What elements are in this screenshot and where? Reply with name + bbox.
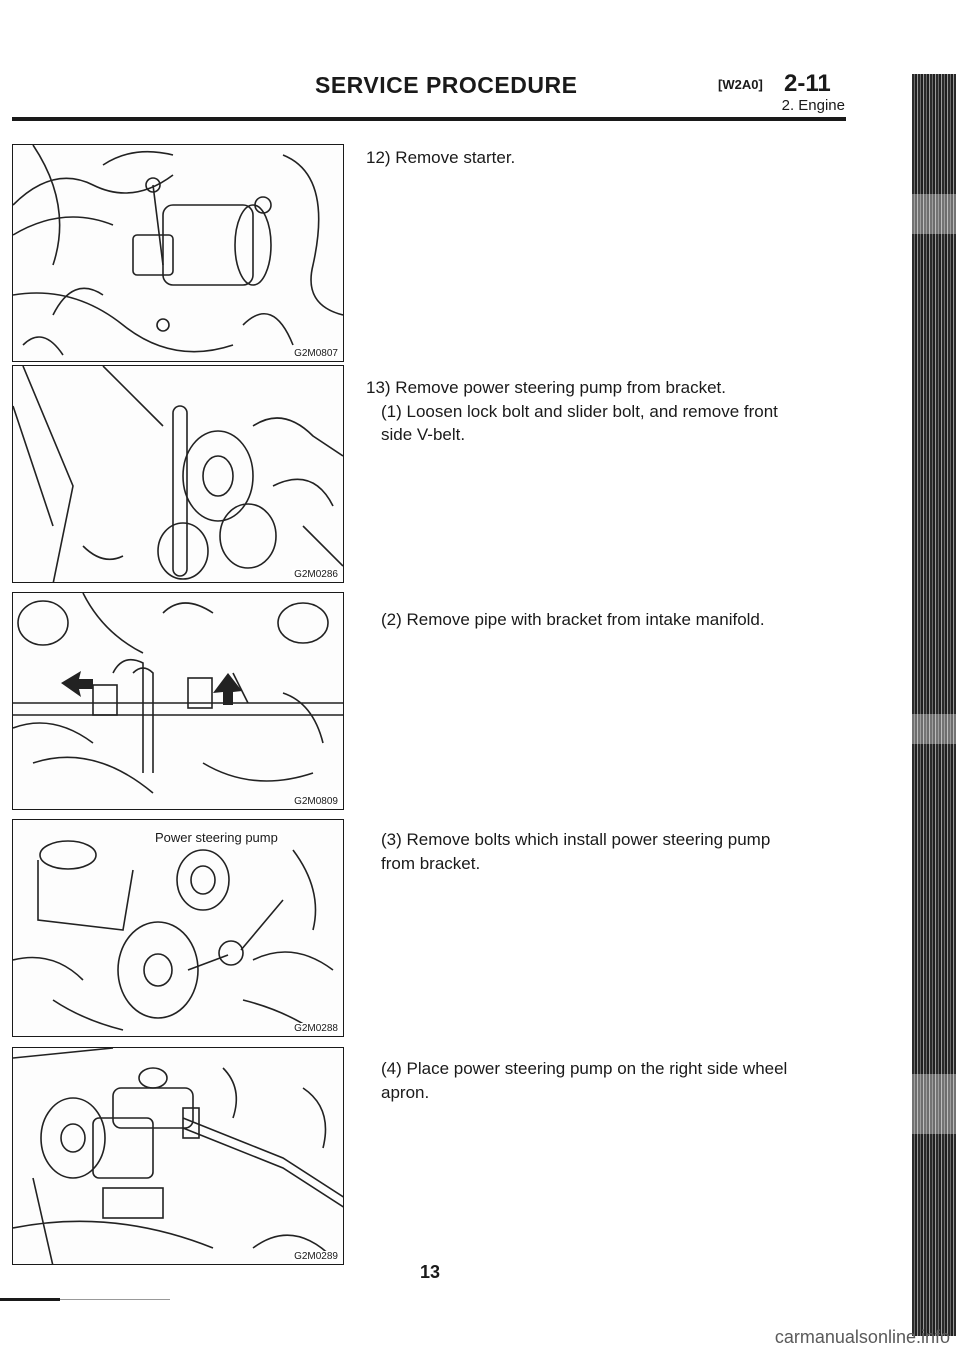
figure-wheel-apron	[12, 1047, 344, 1265]
step-13-2: (2) Remove pipe with bracket from intake manifold.	[381, 610, 765, 629]
edge-highlight	[912, 714, 956, 744]
v-belt-illustration	[13, 366, 344, 583]
step-13-3: (3) Remove bolts which install power steering pump	[381, 830, 771, 849]
footer-rule	[0, 1298, 60, 1301]
section-code: [W2A0]	[718, 77, 763, 92]
page-title: SERVICE PROCEDURE	[315, 72, 578, 98]
figure-id: G2M0286	[294, 569, 338, 580]
figure-id: G2M0289	[294, 1251, 338, 1262]
pump-bolts-illustration	[13, 820, 344, 1037]
step-13-4-cont: apron.	[381, 1083, 430, 1102]
page-edge-scan	[912, 74, 956, 1336]
figure-pipe-bracket	[12, 592, 344, 810]
figure-v-belt	[12, 365, 344, 583]
figure-pump-bolts	[12, 819, 344, 1037]
page-number: 13	[420, 1262, 441, 1282]
figure-id: G2M0807	[294, 348, 338, 359]
pipe-bracket-illustration	[13, 593, 344, 810]
step-12: 12) Remove starter.	[366, 148, 516, 167]
starter-illustration	[13, 145, 344, 362]
step-13-3-cont: from bracket.	[381, 854, 481, 873]
section-name: 2. Engine	[781, 97, 845, 114]
edge-highlight	[912, 194, 956, 234]
figure-starter	[12, 144, 344, 362]
wheel-apron-illustration	[13, 1048, 344, 1265]
step-13-1-cont: side V-belt.	[381, 425, 466, 444]
step-13-4: (4) Place power steering pump on the right side wheel	[381, 1059, 788, 1078]
page-reference: 2-11	[784, 70, 831, 97]
figure-id: G2M0288	[294, 1023, 338, 1034]
figure-label: Power steering pump	[155, 830, 278, 845]
figure-id: G2M0809	[294, 796, 338, 807]
step-13-1: (1) Loosen lock bolt and slider bolt, and remove front	[381, 402, 778, 421]
edge-highlight	[912, 1074, 956, 1134]
watermark: carmanualsonline.info	[774, 1327, 950, 1347]
step-13: 13) Remove power steering pump from bracket.	[366, 378, 726, 397]
header-divider	[12, 117, 846, 121]
footer-rule-thin	[60, 1299, 170, 1300]
